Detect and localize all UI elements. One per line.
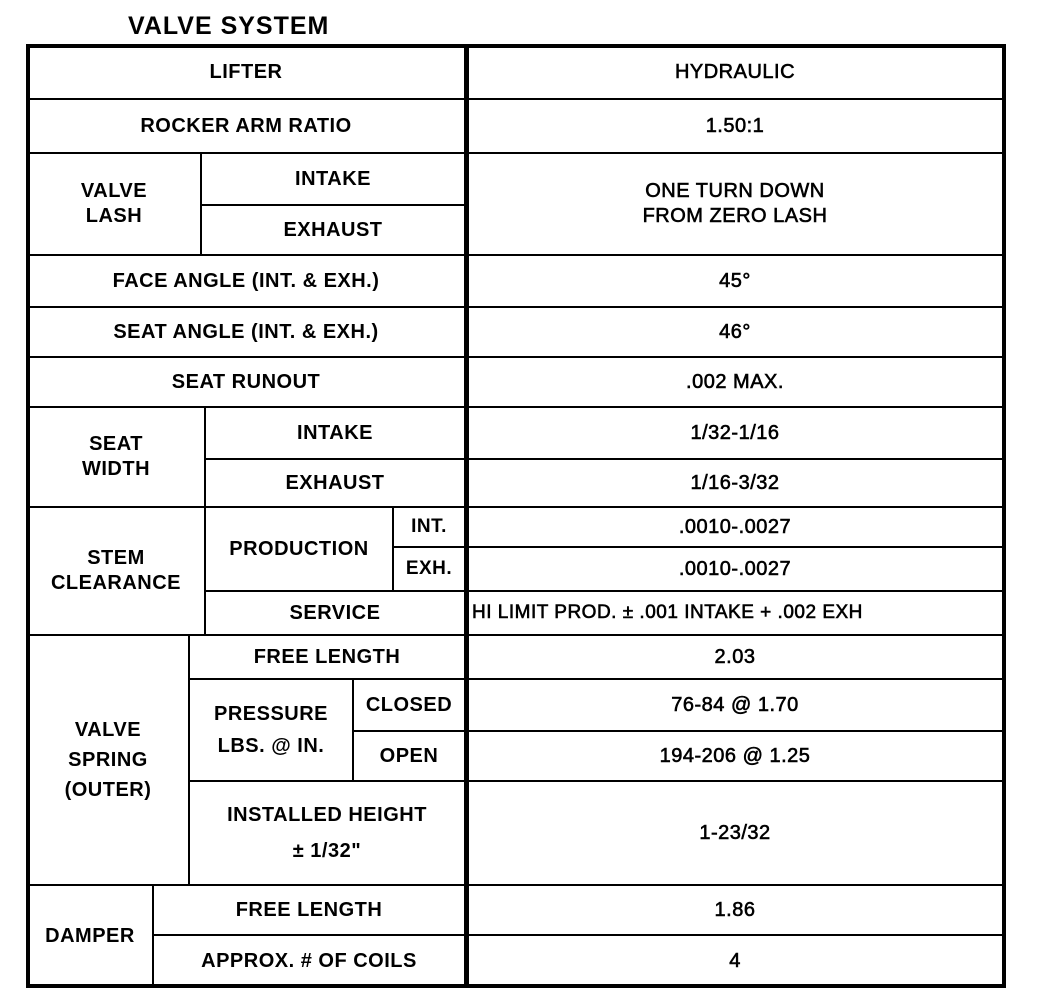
stem-clearance-production-label: PRODUCTION — [204, 506, 394, 592]
page-title: VALVE SYSTEM — [128, 12, 330, 40]
seat-angle-label: SEAT ANGLE (INT. & EXH.) — [26, 306, 466, 358]
seat-angle-value: 46° — [464, 306, 1006, 358]
damper-free-length-label: FREE LENGTH — [152, 884, 466, 936]
stem-clearance-int-label: INT. — [392, 506, 466, 548]
seat-width-intake-label: INTAKE — [204, 406, 466, 460]
valve-spring-label: VALVE SPRING (OUTER) — [26, 634, 190, 886]
lifter-value: HYDRAULIC — [464, 44, 1006, 100]
stem-clearance-exh-label: EXH. — [392, 546, 466, 592]
valve-spring-open-label: OPEN — [352, 730, 466, 782]
valve-spring-free-length-label: FREE LENGTH — [188, 634, 466, 680]
valve-spring-open-value: 194-206 @ 1.25 — [464, 730, 1006, 782]
damper-free-length-value: 1.86 — [464, 884, 1006, 936]
valve-lash-exhaust-label: EXHAUST — [200, 204, 466, 256]
stem-clearance-int-value: .0010-.0027 — [464, 506, 1006, 548]
rocker-arm-ratio-label: ROCKER ARM RATIO — [26, 98, 466, 154]
valve-spring-installed-height-label: INSTALLED HEIGHT ± 1/32" — [188, 780, 466, 886]
valve-spring-closed-value: 76-84 @ 1.70 — [464, 678, 1006, 732]
seat-width-exhaust-value: 1/16-3/32 — [464, 458, 1006, 508]
valve-lash-intake-label: INTAKE — [200, 152, 466, 206]
valve-spring-installed-height-value: 1-23/32 — [464, 780, 1006, 886]
stem-clearance-exh-value: .0010-.0027 — [464, 546, 1006, 592]
damper-label: DAMPER — [26, 884, 154, 988]
valve-lash-value: ONE TURN DOWN FROM ZERO LASH — [464, 152, 1006, 256]
valve-lash-label: VALVE LASH — [26, 152, 202, 256]
valve-spring-pressure-label: PRESSURE LBS. @ IN. — [188, 678, 354, 782]
damper-coils-label: APPROX. # OF COILS — [152, 934, 466, 988]
face-angle-label: FACE ANGLE (INT. & EXH.) — [26, 254, 466, 308]
stem-clearance-label: STEM CLEARANCE — [26, 506, 206, 636]
seat-width-label: SEAT WIDTH — [26, 406, 206, 508]
valve-spring-free-length-value: 2.03 — [464, 634, 1006, 680]
lifter-label: LIFTER — [26, 44, 466, 100]
stem-clearance-service-label: SERVICE — [204, 590, 466, 636]
valve-spring-closed-label: CLOSED — [352, 678, 466, 732]
seat-runout-value: .002 MAX. — [464, 356, 1006, 408]
seat-width-exhaust-label: EXHAUST — [204, 458, 466, 508]
seat-runout-label: SEAT RUNOUT — [26, 356, 466, 408]
damper-coils-value: 4 — [464, 934, 1006, 988]
stem-clearance-service-value: HI LIMIT PROD. ± .001 INTAKE + .002 EXH — [464, 590, 1006, 636]
rocker-arm-ratio-value: 1.50:1 — [464, 98, 1006, 154]
seat-width-intake-value: 1/32-1/16 — [464, 406, 1006, 460]
face-angle-value: 45° — [464, 254, 1006, 308]
